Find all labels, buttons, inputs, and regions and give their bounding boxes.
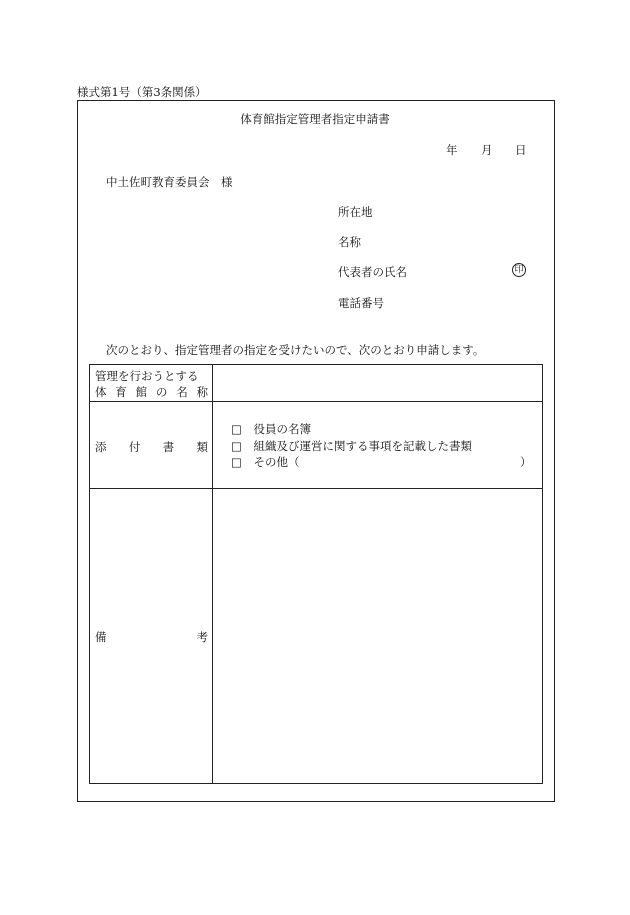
recipient: 中土佐町教育委員会 様 bbox=[106, 175, 233, 189]
facility-name-label-line2 bbox=[95, 384, 208, 400]
label-char: 類 bbox=[196, 440, 208, 454]
label-char: 書 bbox=[162, 440, 175, 454]
label-char: 考 bbox=[196, 630, 208, 644]
table-row-divider bbox=[90, 488, 542, 489]
checkbox[interactable]: □ bbox=[231, 439, 242, 453]
attachment-item bbox=[231, 454, 300, 470]
date-day: 日 bbox=[515, 143, 527, 157]
label-char: 名 bbox=[176, 385, 188, 399]
facility-name-label-line1: 管理を行おうとする bbox=[95, 369, 199, 383]
table-column-divider bbox=[212, 365, 213, 783]
label-char: 体 bbox=[95, 385, 107, 399]
attachments-label bbox=[95, 439, 208, 455]
attachment-item bbox=[231, 438, 472, 454]
statement-text: 次のとおり、指定管理者の指定を受けたいので、次のとおり申請します。 bbox=[106, 343, 485, 357]
address-label: 所在地 bbox=[338, 205, 373, 219]
checkbox[interactable]: □ bbox=[231, 422, 242, 436]
checkbox[interactable]: □ bbox=[231, 455, 242, 469]
label-char: 添 bbox=[95, 440, 107, 454]
attachment-item bbox=[231, 421, 311, 437]
label-char: 育 bbox=[115, 385, 127, 399]
name-label: 名称 bbox=[338, 235, 361, 249]
attachment-text: 組織及び運営に関する事項を記載した書類 bbox=[253, 439, 473, 453]
label-char: 備 bbox=[95, 630, 107, 644]
form-title: 体育館指定管理者指定申請書 bbox=[240, 112, 390, 126]
label-char: 館 bbox=[135, 385, 148, 399]
attachment-text: 役員の名簿 bbox=[253, 422, 312, 436]
phone-label: 電話番号 bbox=[338, 296, 384, 310]
label-char: 称 bbox=[196, 385, 208, 399]
application-table bbox=[89, 364, 543, 784]
label-char: の bbox=[155, 385, 168, 399]
remarks-label bbox=[95, 629, 208, 645]
label-char: 付 bbox=[128, 440, 141, 454]
seal-mark: 印 bbox=[512, 263, 526, 277]
date-year: 年 bbox=[446, 143, 458, 157]
other-close-paren: ） bbox=[520, 455, 532, 469]
representative-label: 代表者の氏名 bbox=[338, 265, 407, 279]
form-number-label: 様式第1号（第3条関係） bbox=[77, 85, 207, 99]
date-month: 月 bbox=[481, 143, 493, 157]
table-row-divider bbox=[90, 401, 542, 402]
attachment-text: その他（ bbox=[253, 455, 300, 469]
